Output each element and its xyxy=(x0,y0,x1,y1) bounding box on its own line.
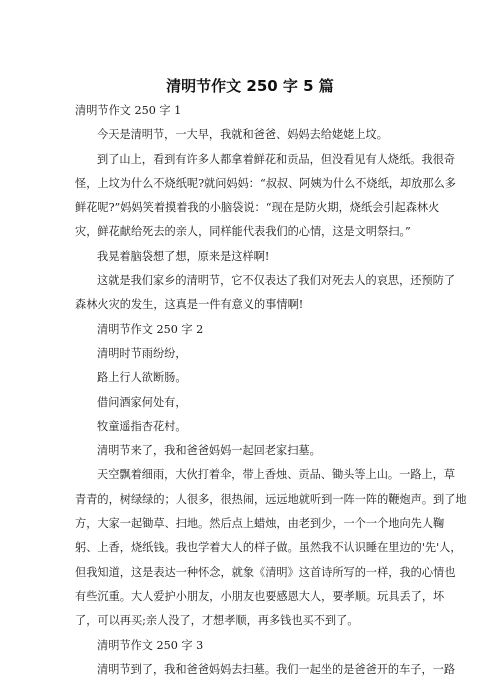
text-line: 清明节作文 250 字 1 xyxy=(75,104,182,117)
text-line: 清明节到了，我和爸爸妈妈去扫墓。我们一起坐的是爸爸开的车子，一路 xyxy=(97,662,456,676)
text-line: 怪，上坟为什么不烧纸呢?就问妈妈：“叔叔、阿姨为什么不烧纸，却放那么多 xyxy=(75,176,456,190)
text-line: 清明节作文 250 字 3 xyxy=(97,638,204,652)
text-line: 森林火灾的发生，这真是一件有意义的事情啊! xyxy=(75,298,304,312)
text-line: 鲜花呢?”妈妈笑着摸着我的小脑袋说：“现在是防火期，烧纸会引起森林火 xyxy=(75,201,440,215)
text-line: 躬、上香，烧纸钱。我也学着大人的样子做。虽然我不认识睡在里边的'先'人， xyxy=(75,541,462,555)
text-line: 到了山上，看到有许多人都拿着鲜花和贡品，但没看见有人烧纸。我很奇 xyxy=(97,152,456,166)
text-line: 借问酒家何处有， xyxy=(97,395,187,409)
text-line: 今天是清明节，一大早，我就和爸爸、妈妈去给姥姥上坟。 xyxy=(97,128,388,142)
text-line: 清明节来了，我和爸爸妈妈一起回老家扫墓。 xyxy=(97,444,321,458)
text-line: 青青的，树绿绿的；人很多，很热闹，远远地就听到一阵一阵的鞭炮声。到了地 xyxy=(75,492,467,506)
document-body xyxy=(75,99,467,682)
text-line: 天空飘着细雨，大伙打着伞，带上香烛、贡品、锄头等上山。一路上，草 xyxy=(97,468,456,482)
text-line: 灾，鲜花献给死去的亲人，同样能代表我们的心情，这是文明祭扫。” xyxy=(75,225,411,239)
text-line: 方，大家一起锄草、扫地。然后点上蜡烛，由老到少，一个一个地向先人鞠 xyxy=(75,517,445,531)
text-line: 路上行人欲断肠。 xyxy=(97,371,187,385)
text-line: 这就是我们家乡的清明节，它不仅表达了我们对死去人的哀思，还预防了 xyxy=(97,274,456,288)
text-line: 但我知道，这是表达一种怀念，就象《清明》这首诗所写的一样，我的心情也 xyxy=(75,565,456,579)
text-line: 有些沉重。大人爱护小朋友，小朋友也要感恩大人，要孝顺。玩具丢了，坏 xyxy=(75,589,445,603)
text-line: 我晃着脑袋想了想，原来是这样啊! xyxy=(97,249,270,263)
text-line: 清明节作文 250 字 2 xyxy=(97,322,204,336)
document-title: 清明节作文 250 字 5 篇 xyxy=(166,77,334,95)
text-line: 了，可以再买;亲人没了，才想孝顺，再多钱也买不到了。 xyxy=(75,614,359,628)
text-line: 清明时节雨纷纷， xyxy=(97,346,187,360)
text-line: 牧童遥指杏花村。 xyxy=(97,419,187,433)
